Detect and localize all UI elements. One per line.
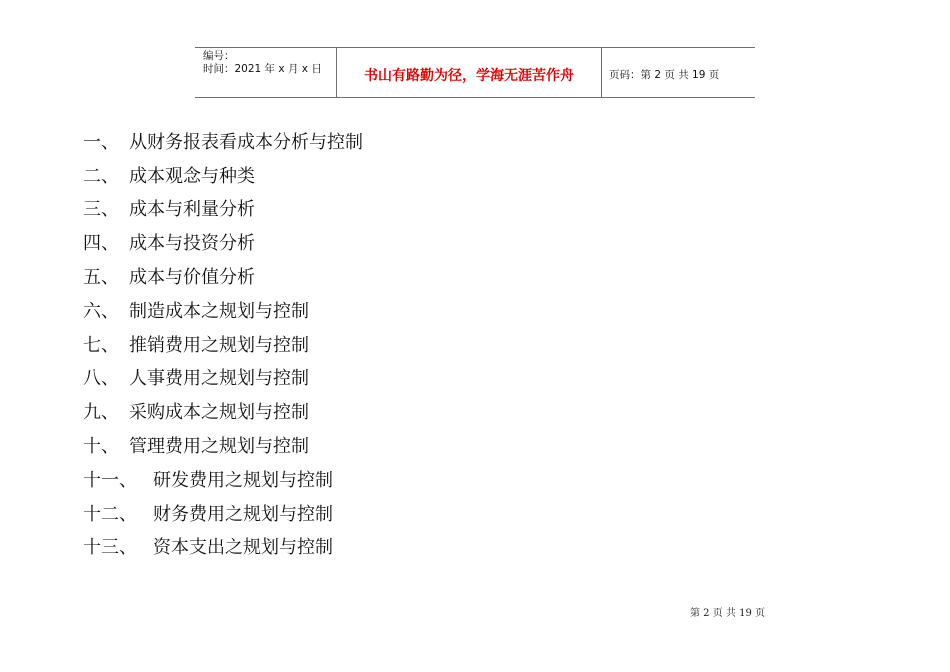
toc-item bbox=[83, 293, 363, 327]
time-label: 时间：2021 年 x 月 x 日 bbox=[203, 63, 322, 75]
toc-title: 成本与价值分析 bbox=[129, 267, 255, 289]
toc-item bbox=[83, 530, 363, 564]
toc-number: 二、 bbox=[83, 165, 119, 187]
toc-title: 采购成本之规划与控制 bbox=[129, 402, 309, 424]
toc-title: 财务费用之规划与控制 bbox=[153, 503, 333, 525]
toc-number: 九、 bbox=[83, 402, 119, 424]
toc-number: 十三、 bbox=[83, 537, 137, 559]
toc-number: 三、 bbox=[83, 199, 119, 221]
toc-item bbox=[83, 394, 363, 428]
toc-title: 人事费用之规划与控制 bbox=[129, 368, 309, 390]
toc-title: 成本与利量分析 bbox=[129, 199, 255, 221]
toc-title: 成本与投资分析 bbox=[129, 233, 255, 255]
toc-number: 一、 bbox=[83, 131, 119, 153]
toc-title: 制造成本之规划与控制 bbox=[129, 300, 309, 322]
toc-title: 从财务报表看成本分析与控制 bbox=[129, 131, 363, 153]
toc-item bbox=[83, 124, 363, 158]
toc-number: 十、 bbox=[83, 436, 119, 458]
toc-number: 七、 bbox=[83, 334, 119, 356]
code-label: 编号： bbox=[203, 50, 235, 62]
toc-title: 管理费用之规划与控制 bbox=[129, 436, 309, 458]
toc-item bbox=[83, 259, 363, 293]
toc-title: 研发费用之规划与控制 bbox=[153, 469, 333, 491]
toc-item bbox=[83, 428, 363, 462]
toc-title: 推销费用之规划与控制 bbox=[129, 334, 309, 356]
toc-number: 四、 bbox=[83, 233, 119, 255]
table-of-contents bbox=[83, 124, 363, 563]
header-page-label: 页码：第 2 页 共 19 页 bbox=[609, 69, 720, 81]
toc-title: 成本观念与种类 bbox=[129, 165, 255, 187]
header-meta-cell bbox=[195, 48, 337, 97]
toc-item bbox=[83, 361, 363, 395]
toc-item bbox=[83, 327, 363, 361]
toc-item bbox=[83, 225, 363, 259]
toc-item bbox=[83, 192, 363, 226]
toc-number: 五、 bbox=[83, 267, 119, 289]
toc-item bbox=[83, 462, 363, 496]
toc-item bbox=[83, 496, 363, 530]
toc-number: 十一、 bbox=[83, 469, 137, 491]
toc-number: 六、 bbox=[83, 300, 119, 322]
toc-number: 八、 bbox=[83, 368, 119, 390]
page-header bbox=[195, 47, 755, 98]
page-footer: 第 2 页 共 19 页 bbox=[690, 608, 765, 619]
toc-number: 十二、 bbox=[83, 503, 137, 525]
toc-item bbox=[83, 158, 363, 192]
header-motto: 书山有路勤为径，学海无涯苦作舟 bbox=[337, 48, 602, 97]
toc-title: 资本支出之规划与控制 bbox=[153, 537, 333, 559]
